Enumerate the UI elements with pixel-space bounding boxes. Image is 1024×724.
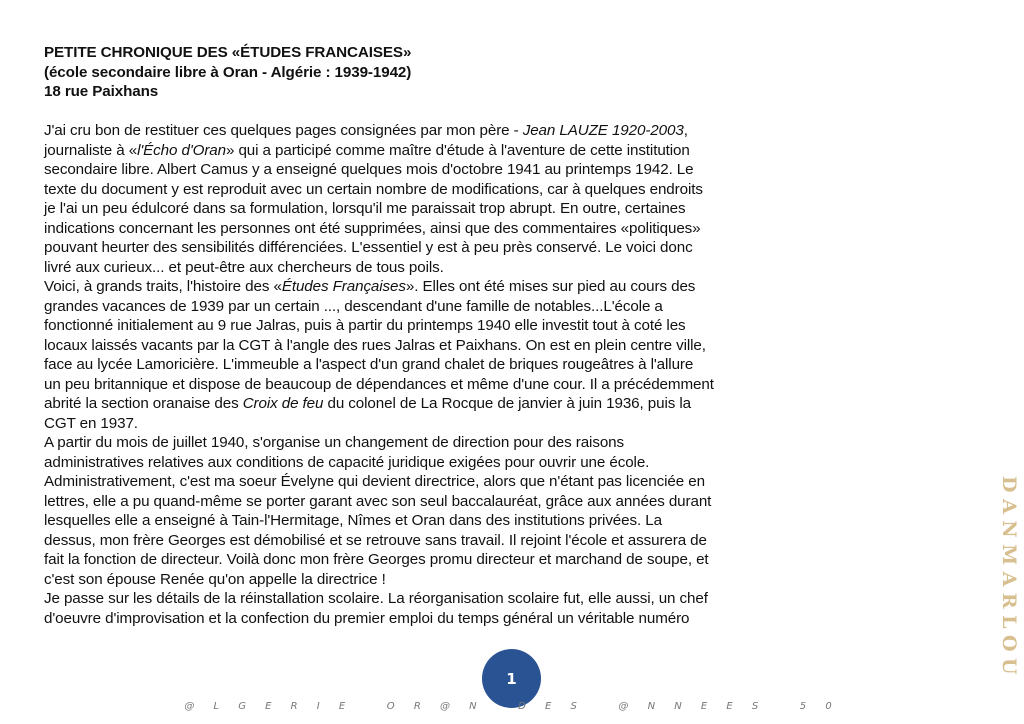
title-line: 18 rue Paixhans <box>44 83 159 100</box>
body-line: texte du document y est reproduit avec un certain nombre de modifications, car à quelques endroits <box>44 180 703 198</box>
italic-text: Études Françaises <box>281 278 406 295</box>
body-line: journaliste à «l'Écho d'Oran» qui a participé comme maître d'étude à l'aventure de cette institution <box>44 141 690 159</box>
body-line: fait la fonction de directeur. Voilà donc mon frère Georges promu directeur et marchand de soupe, et <box>44 551 709 568</box>
body-line: face au lycée Lamoricière. L'immeuble a l'aspect d'un grand chalet de briques rougeâtres à l'allure <box>44 356 694 373</box>
body-line: lettres, elle a pu quand-même se porter garant avec son seul baccalauréat, grâce aux années durant <box>44 492 712 510</box>
body-line: administratives relatives aux conditions de capacité juridique exigées pour ouvrir une école. <box>44 453 650 471</box>
body-line: Voici, à grands traits, l'histoire des «Études Françaises». Elles ont été mises sur pied au cours des <box>44 278 696 295</box>
body-line: un peu britannique et dispose de beaucoup de dépendances et même d'une cour. Il a précédemment <box>44 375 714 393</box>
body-line: pouvant heurter des sensibilités différenciées. L'essentiel y est à peu près conservé. Le voici donc <box>44 239 693 256</box>
body-line: Administrativement, c'est ma soeur Évelyne qui devient directrice, alors que n'étant pas licenciée en <box>44 473 705 490</box>
body-line: grandes vacances de 1939 par un certain ..., descendant d'une famille de notables...L'école a <box>44 297 663 315</box>
body-line: A partir du mois de juillet 1940, s'organise un changement de direction pour des raisons <box>44 434 625 451</box>
page-number: 1 <box>506 669 517 688</box>
body-line: locaux laissés vacants par la CGT à l'angle des rues Jalras et Paixhans. On est en plein centre ville, <box>44 336 706 354</box>
body-line: lesquelles elle a enseigné à Tain-l'Hermitage, Nîmes et Oran dans des institutions privées. La <box>44 512 662 529</box>
body-line: d'oeuvre d'improvisation et la confection du premier emploi du temps général un véritable numéro <box>44 609 690 627</box>
document-title <box>44 43 814 102</box>
body-text <box>44 121 814 628</box>
body-line: abrité la section oranaise des Croix de feu du colonel de La Rocque de janvier à juin 1936, puis la <box>44 395 691 412</box>
body-line: livré aux curieux... et peut-être aux chercheurs de tous poils. <box>44 258 444 276</box>
body-line: fonctionné initialement au 9 rue Jalras, puis à partir du printemps 1940 elle investit tout à coté les <box>44 317 686 334</box>
title-line: PETITE CHRONIQUE DES «ÉTUDES FRANCAISES» <box>44 44 412 61</box>
body-line: Je passe sur les détails de la réinstallation scolaire. La réorganisation scolaire fut, elle aussi, un chef <box>44 590 708 607</box>
body-line: dessus, mon frère Georges est démobilisé et se retrouve sans travail. Il rejoint l'école et assurera de <box>44 531 707 549</box>
body-line: J'ai cru bon de restituer ces quelques pages consignées par mon père - Jean LAUZE 1920-2003, <box>44 122 688 139</box>
italic-text: Jean LAUZE 1920-2003 <box>522 122 684 139</box>
body-line: c'est son épouse Renée qu'on appelle la directrice ! <box>44 570 386 588</box>
body-line: je l'ai un peu édulcoré dans sa formulation, lorsqu'il me paraissait trop abrupt. En outre, certaines <box>44 200 686 217</box>
italic-text: l'Écho d'Oran <box>137 141 226 159</box>
title-line: (école secondaire libre à Oran - Algérie : 1939-1942) <box>44 63 412 81</box>
italic-text: Croix de feu <box>242 395 324 412</box>
document-body <box>44 43 814 628</box>
body-line: CGT en 1937. <box>44 414 138 432</box>
page-number-badge <box>482 649 541 708</box>
body-line: indications concernant les personnes ont été supprimées, ainsi que des commentaires «politiques» <box>44 219 701 237</box>
side-watermark: DANMARLOU <box>998 476 1020 682</box>
footer-text: @ L G E R I E O R @ N D E S @ N N E E S 5 0 <box>184 701 840 712</box>
body-line: secondaire libre. Albert Camus y a enseigné quelques mois d'octobre 1941 au printemps 1942. Le <box>44 161 694 178</box>
